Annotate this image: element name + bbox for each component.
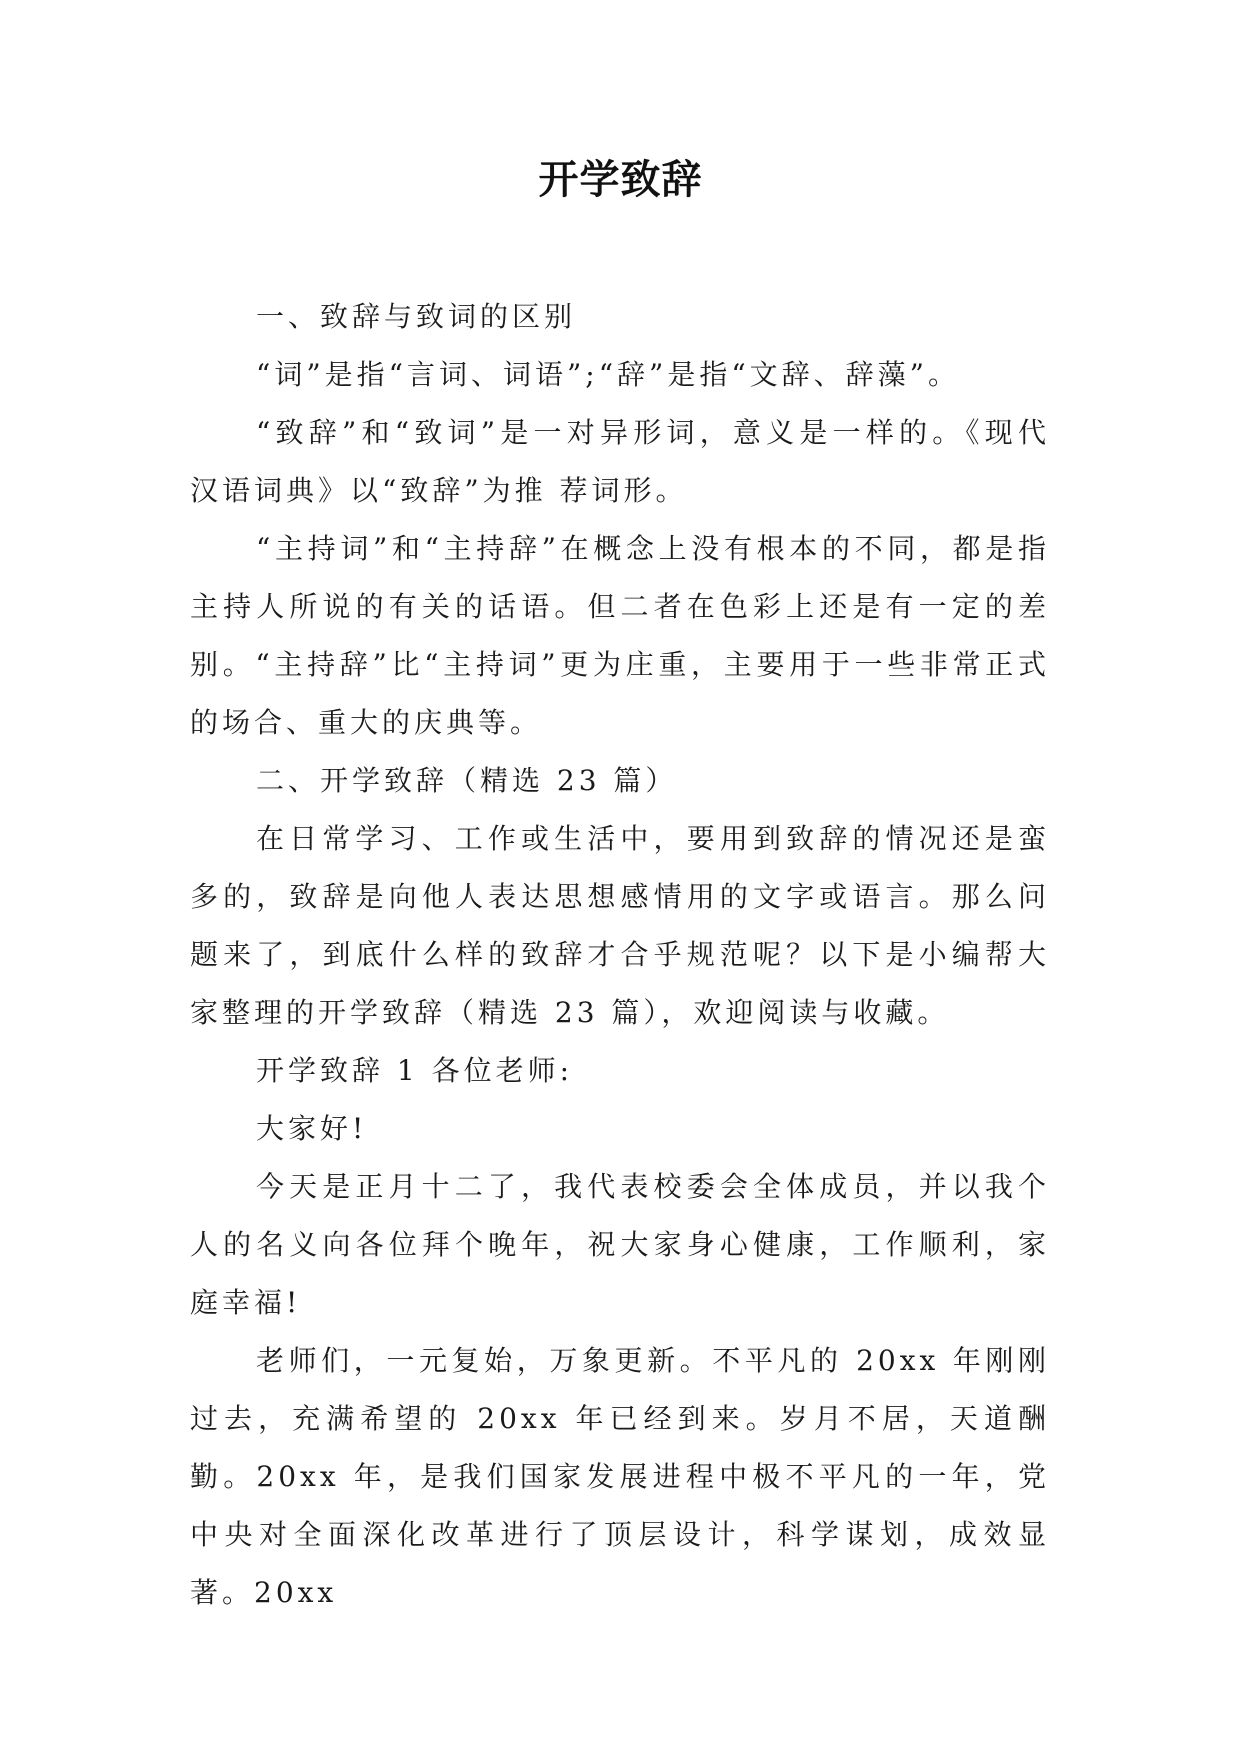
paragraph: 在日常学习、工作或生活中，要用到致辞的情况还是蛮多的，致辞是向他人表达思想感情用的文字或语言。那么问题来了，到底什么样的致辞才合乎规范呢？以下是小编帮大家整理的开学致辞（精选 23 篇），欢迎阅读与收藏。: [190, 822, 1050, 1029]
section-heading-2: 二、开学致辞（精选 23 篇）: [256, 764, 678, 797]
greeting: 大家好!: [256, 1112, 368, 1145]
paragraph: 今天是正月十二了，我代表校委会全体成员，并以我个人的名义向各位拜个晚年，祝大家身心健康，工作顺利，家庭幸福!: [190, 1170, 1050, 1319]
section-heading-1: 一、致辞与致词的区别: [256, 300, 577, 333]
document-body: [190, 288, 1050, 1622]
paragraph: “致辞”和“致词”是一对异形词，意义是一样的。《现代汉语词典》以“致辞”为推 荐词形。: [190, 416, 1050, 507]
paragraph: “词”是指“言词、词语”;“辞”是指“文辞、辞藻”。: [256, 358, 960, 391]
speech-heading: 开学致辞 1 各位老师:: [256, 1054, 574, 1087]
paragraph: 老师们，一元复始，万象更新。不平凡的 20xx 年刚刚过去，充满希望的 20xx 年已经到来。岁月不居，天道酬勤。20xx 年，是我们国家发展进程中极不平凡的一年，党中央对全面深化改革进行了顶层设计，科学谋划，成效显著。20xx: [190, 1344, 1050, 1609]
paragraph: “主持词”和“主持辞”在概念上没有根本的不同，都是指主持人所说的有关的话语。但二者在色彩上还是有一定的差别。“主持辞”比“主持词”更为庄重，主要用于一些非常正式的场合、重大的庆典等。: [190, 532, 1050, 739]
document-title: 开学致辞: [538, 157, 703, 203]
